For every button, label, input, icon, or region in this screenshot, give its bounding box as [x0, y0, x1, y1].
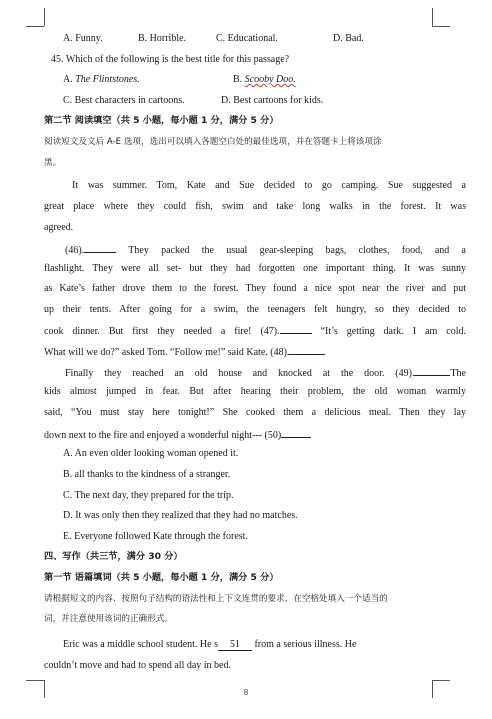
section2-instruction-line1: 阅读短文及文后 A-E 选项，选出可以填入各题空白处的最佳选项，并在答题卡上将该项涂 — [44, 137, 382, 147]
passage-p3-line3: said, “You must stay here tonight!” She cooked them a delicious meal. Then they lay — [44, 407, 466, 418]
blank-49[interactable] — [414, 366, 450, 376]
choice-e: E. Everyone followed Kate through the forest. — [63, 531, 248, 542]
section1-instruction-line1: 请根据短文的内容、按照句子结构的语法性和上下文连贯的要求，在空格处填入一个适当的 — [44, 594, 388, 604]
page-number: 8 — [243, 688, 249, 697]
q45-option-a-title: The Flintstones. — [75, 74, 140, 85]
blank-46[interactable] — [84, 243, 116, 253]
q45-option-c: C. Best characters in cartoons. — [63, 95, 185, 106]
section2-instruction-line2: 黑。 — [44, 158, 62, 168]
passage-p2-line3: as Kate’s father drove them to the forest. They found a nice spot near the river and put — [44, 283, 466, 294]
choice-a: A. An even older looking woman opened it. — [63, 448, 239, 459]
q45-option-a: A. The Flintstones. — [63, 74, 140, 85]
passage-p2-line2: flashlight. They were all set- but they had forgotten one important thing. It was sunny — [44, 263, 466, 274]
blank-47[interactable] — [280, 324, 312, 334]
blank-48[interactable] — [289, 345, 325, 355]
q45-option-d: D. Best cartoons for kids. — [221, 95, 324, 106]
choice-c: C. The next day, they prepared for the trip. — [63, 490, 234, 501]
blank-46-label: (46). — [65, 245, 85, 256]
crop-mark-top-left-h — [26, 26, 44, 27]
passage-p1-line2: great place where they could fish, swim and take long walks in the forest. It was — [44, 201, 466, 212]
passage-p3-line2: kids almost jumped in fear. But after hearing their problem, the old woman warmly — [44, 386, 466, 397]
passage-p1-line1: It was summer. Tom, Kate and Sue decided to go camping. Sue suggested a — [72, 180, 466, 191]
blank-50-label: down next to the fire and enjoyed a wonderful night--- (50) — [44, 430, 282, 441]
section1-heading: 第一节 语篇填词（共 5 小题，每小题 1 分，满分 5 分） — [44, 572, 279, 583]
passage-text: The — [450, 368, 466, 379]
passage-p3-line4 — [44, 428, 466, 442]
crop-mark-top-right-v — [432, 8, 433, 26]
passage-p2-line4: up their tents. After going for a swim, the teenagers felt hungry, so they decided to — [44, 304, 466, 315]
crop-mark-top-right-h — [432, 26, 450, 27]
section1-instruction-line2: 词，并注意使用该词的正确形式。 — [44, 614, 173, 624]
choice-b: B. all thanks to the kindness of a stranger. — [63, 469, 231, 480]
passage-p3-line1 — [65, 366, 466, 380]
blank-50[interactable] — [281, 428, 311, 438]
q45-question: 45. Which of the following is the best title for this passage? — [51, 54, 290, 65]
q44-option-a: A. Funny. — [63, 33, 103, 44]
section2-heading: 第二节 阅读填空（共 5 小题，每小题 1 分，满分 5 分） — [44, 115, 279, 126]
passage-text: They packed the usual gear-sleeping bags, clothes, food, and a — [116, 245, 466, 256]
passage-text: “It’s getting dark. I am cold. — [311, 326, 466, 337]
blank-51-number: 51 — [229, 639, 240, 650]
blank-51[interactable] — [218, 639, 252, 651]
q44-option-b: B. Horrible. — [138, 33, 187, 44]
blank-49-label: Finally they reached an old house and knocked at the door. (49). — [65, 368, 415, 379]
passage-text: Eric was a middle school student. He s — [63, 639, 218, 650]
part4-heading: 四、写作（共三节，满分 30 分） — [44, 551, 183, 562]
blank-47-label: cook dinner. But first they needed a fire! (47). — [44, 326, 280, 337]
crop-mark-bottom-right-h — [432, 680, 450, 681]
choice-d: D. It was only then they realized that they had no matches. — [63, 510, 298, 521]
passage-text: from a serious illness. He — [251, 639, 357, 650]
q44-option-c: C. Educational. — [216, 33, 278, 44]
passage-p2-line5 — [44, 324, 466, 338]
passage-p2-line1 — [65, 243, 466, 257]
crop-mark-bottom-left-h — [26, 680, 44, 681]
final-passage-line2: couldn’t move and had to spend all day in bed. — [44, 660, 231, 671]
q45-option-b-title: Scooby Doo. — [244, 74, 296, 85]
q45-option-b: B. Scooby Doo. — [233, 74, 296, 85]
q44-option-d: D. Bad. — [333, 33, 364, 44]
final-passage-line1 — [63, 639, 466, 651]
passage-p2-line6 — [44, 345, 466, 359]
passage-p1-line3: agreed. — [44, 222, 74, 233]
blank-48-label: What will we do?” asked Tom. “Follow me!” said Kate. (48). — [44, 347, 290, 358]
crop-mark-top-left-v — [44, 8, 45, 26]
